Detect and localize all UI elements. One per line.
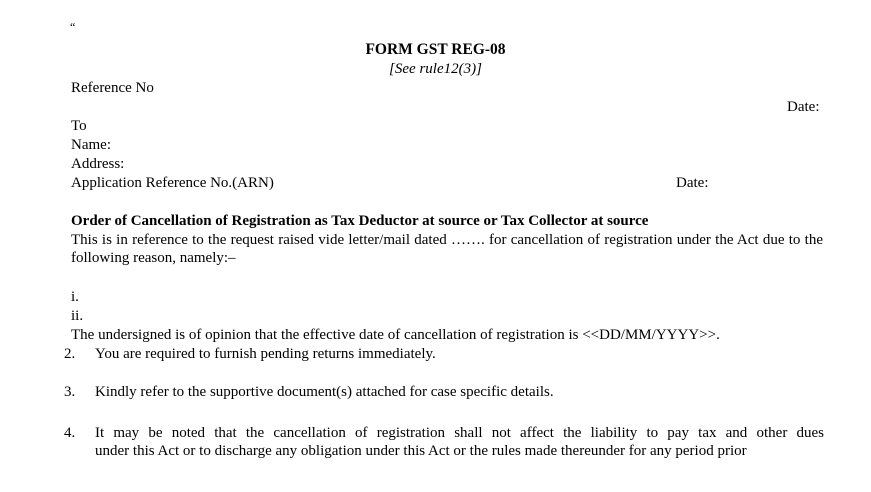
form-rule-reference: [See rule12(3)] — [389, 61, 482, 77]
intro-paragraph: This is in reference to the request raised vide letter/mail dated ……. for cancellation of registration under the Act due to the following reason, namely:– — [71, 232, 823, 266]
list-item-number: 4. — [64, 425, 76, 441]
list-item-4 — [64, 424, 824, 460]
arn-label: Application Reference No.(ARN) — [71, 175, 274, 191]
name-label: Name: — [71, 137, 111, 153]
to-label: To — [71, 118, 87, 134]
list-item-3 — [64, 383, 824, 401]
list-item-text: Kindly refer to the supportive document(s) attached for case specific details. — [95, 384, 554, 400]
list-item-number: 3. — [64, 384, 76, 400]
date-label: Date: — [787, 99, 820, 115]
order-heading: Order of Cancellation of Registration as Tax Deductor at source or Tax Collector at source — [71, 213, 649, 229]
list-item-text: You are required to furnish pending returns immediately. — [95, 346, 436, 362]
list-item-number: 2. — [64, 346, 76, 362]
list-item-text-line-1: It may be noted that the cancellation of registration shall not affect the liability to pay tax and other dues — [95, 425, 824, 441]
opening-quote-mark: “ — [70, 20, 76, 34]
effective-date-statement: The undersigned is of opinion that the effective date of cancellation of registration is <<DD/MM/YYYY>>. — [71, 327, 720, 343]
form-title: FORM GST REG-08 — [365, 41, 506, 58]
list-item-text — [95, 424, 824, 460]
reference-no-label: Reference No — [71, 80, 154, 96]
list-item-text-line-2: under this Act or to discharge any obligation under this Act or the rules made thereunder for any period prior — [95, 443, 747, 459]
list-item-2 — [64, 345, 824, 363]
address-label: Address: — [71, 156, 125, 172]
reason-item-i: i. — [71, 289, 79, 305]
reason-item-ii: ii. — [71, 308, 84, 324]
arn-date-label: Date: — [676, 175, 709, 191]
